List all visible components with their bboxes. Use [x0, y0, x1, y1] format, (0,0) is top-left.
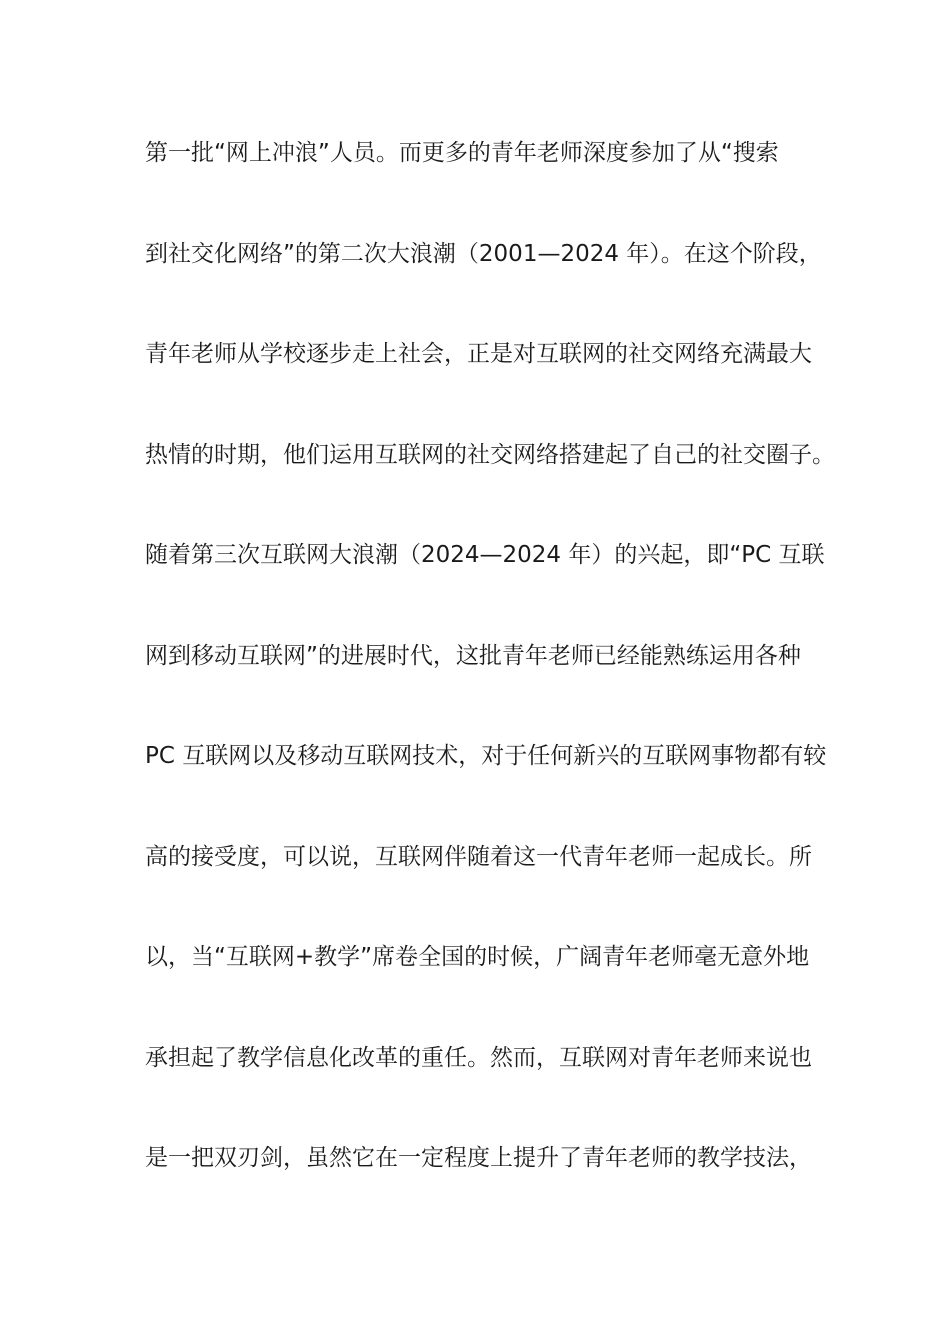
- text-line: PC 互联网以及移动互联网技术，对于任何新兴的互联网事物都有较: [145, 743, 827, 769]
- text-line: 高的接受度，可以说，互联网伴随着这一代青年老师一起成长。所: [145, 843, 812, 870]
- body-text: [145, 135, 835, 1241]
- text-line: 随着第三次互联网大浪潮（2024—2024 年）的兴起，即“PC 互联: [145, 542, 825, 568]
- text-line: 是一把双刃剑，虽然它在一定程度上提升了青年老师的教学技法，: [145, 1145, 812, 1171]
- text-line: 青年老师从学校逐步走上社会，正是对互联网的社交网络充满最大: [145, 341, 812, 367]
- text-line: 第一批“网上冲浪”人员。而更多的青年老师深度参加了从“搜索: [145, 140, 779, 166]
- text-line: 承担起了教学信息化改革的重任。然而，互联网对青年老师来说也: [145, 1044, 812, 1071]
- text-line: 到社交化网络”的第二次大浪潮（2001—2024 年）。在这个阶段，: [145, 240, 822, 267]
- text-line: 网到移动互联网”的进展时代，这批青年老师已经能熟练运用各种: [145, 642, 801, 669]
- text-line: 以，当“互联网+教学”席卷全国的时候，广阔青年老师毫无意外地: [145, 944, 810, 970]
- text-line: 热情的时期，他们运用互联网的社交网络搭建起了自己的社交圈子。: [145, 441, 835, 468]
